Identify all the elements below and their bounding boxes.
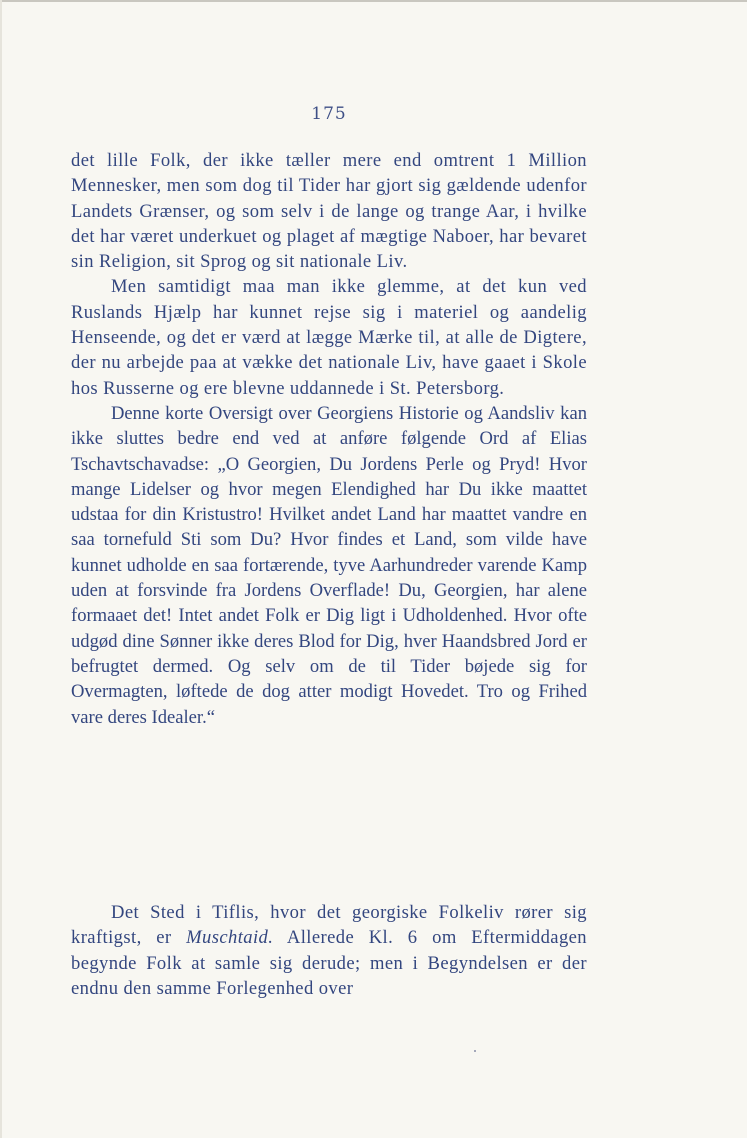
muschtaid-text-end: Allerede Kl. 6 om Eftermiddagen begynde Folk at samle sig derude; men i Begyndelsen er der endnu den samme Forlegenhed over [71, 927, 587, 999]
place-name-muschtaid: Muschtaid. [186, 927, 274, 949]
page-number: 175 [311, 104, 347, 124]
text-block-muschtaid [71, 900, 587, 1001]
text-block-main [71, 148, 587, 730]
paper-speck [474, 1050, 476, 1052]
paragraph-muschtaid [71, 900, 587, 1001]
page-top-edge [2, 0, 747, 2]
paragraph-quote-georgien: Denne korte Oversigt over Georgiens Historie og Aandsliv kan ikke sluttes bedre end ved at anføre følgende Ord af Elias Tschavtschavadse: „O Georgien, Du Jordens Perle og Pryd! Hvor mange Lidelser og hvor megen Elendighed har Du ikke maattet udstaa for din Kristustro! Hvilket andet Land har maattet vandre en saa tornefuld Sti som Du? Hvor findes et Land, som vilde have kunnet udholde en saa fortærende, tyve Aarhundreder varende Kamp uden at forsvinde fra Jordens Overflade! Du, Georgien, har alene formaaet det! Intet andet Folk er Dig ligt i Udholdenhed. Hvor ofte udgød dine Sønner ikke deres Blod for Dig, hver Haandsbred Jord er befrugtet dermed. Og selv om de til Tider bøjede sig for Overmagten, løftede de dog atter modigt Hovedet. Tro og Frihed vare deres Idealer.“ [71, 402, 587, 728]
paragraph-ruslands-hjaelp: Men samtidigt maa man ikke glemme, at det kun ved Ruslands Hjælp har kunnet rejse sig i materiel og aandelig Henseende, og det er værd at lægge Mærke til, at alle de Digtere, der nu arbejde paa at vække det nationale Liv, have gaaet i Skole hos Russerne og ere blevne uddannede i St. Petersborg. [71, 276, 587, 399]
paragraph-folk: det lille Folk, der ikke tæller mere end omtrent 1 Million Mennesker, men som dog til Tider har gjort sig gældende udenfor Landets Grænser, og som selv i de lange og trange Aar, i hvilke det har været underkuet og plaget af mægtige Naboer, har bevaret sin Religion, sit Sprog og sit nationale Liv. [71, 150, 587, 273]
muschtaid-text-start: Det Sted i Tiflis, hvor det georgiske Folkeliv rører sig kraftigst, er [71, 902, 587, 949]
